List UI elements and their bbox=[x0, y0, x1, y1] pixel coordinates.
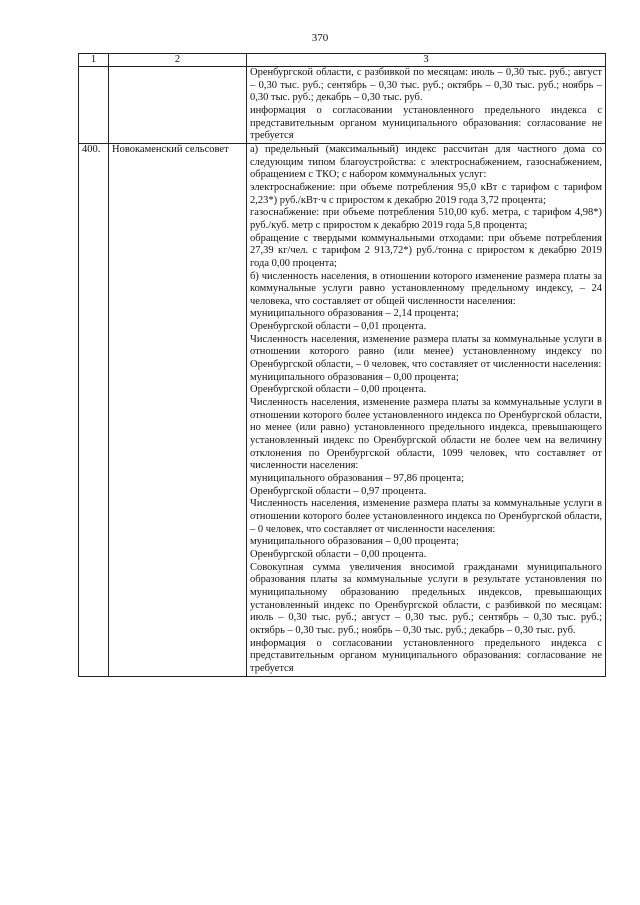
paragraph: Оренбургской области, с разбивкой по месяцам: июль – 0,30 тыс. руб.; август – 0,30 тыс. руб.; сентябрь – 0,30 тыс. руб.; октябрь – 0,30 тыс. руб.; ноябрь – 0,30 тыс. руб.; декабрь – 0,30 тыс. руб. bbox=[250, 67, 602, 104]
paragraph: муниципального образования – 0,00 процента; bbox=[250, 536, 459, 548]
paragraph: информация о согласовании установленного предельного индекса с представительным органом муниципального образования: согласование не требуется bbox=[250, 104, 602, 142]
row-description bbox=[247, 143, 606, 676]
paragraph: муниципального образования – 2,14 процента; bbox=[250, 308, 459, 320]
paragraph: Оренбургской области – 0,00 процента. bbox=[250, 548, 427, 560]
paragraph: а) предельный (максимальный) индекс рассчитан для частного дома со следующим типом благоустройства: с электроснабжением, газоснабжением, обращением с ТКО; с набором коммунальных услуг: bbox=[250, 143, 602, 181]
row-description bbox=[247, 67, 606, 144]
paragraph: Оренбургской области – 0,97 процента. bbox=[250, 485, 427, 497]
document-table bbox=[78, 53, 606, 677]
header-col-3: 3 bbox=[247, 54, 606, 67]
page-number: 370 bbox=[311, 32, 329, 44]
row-number bbox=[79, 67, 109, 144]
header-col-1: 1 bbox=[79, 54, 109, 67]
paragraph: газоснабжение: при объеме потребления 510,00 куб. метра, с тарифом 4,98*) руб./куб. метр с приростом к декабрю 2019 года 5,8 процента; bbox=[250, 207, 602, 231]
row-name: Новокаменский сельсовет bbox=[109, 143, 247, 676]
table-header-row bbox=[79, 54, 606, 67]
paragraph: Численность населения, изменение размера платы за коммунальные услуги в отношении которого равно (или менее) установленному индексу по Оренбургской области, – 0 человек, что составляет от численности населения: bbox=[250, 333, 602, 371]
paragraph: электроснабжение: при объеме потребления 95,0 кВт с тарифом с тарифом 2,23*) руб./кВт·ч с приростом к декабрю 2019 года 3,72 процента; bbox=[250, 181, 602, 206]
row-name bbox=[109, 67, 247, 144]
header-col-2: 2 bbox=[109, 54, 247, 67]
paragraph: муниципального образования – 97,86 процента; bbox=[250, 473, 465, 484]
paragraph: Численность населения, изменение размера платы за коммунальные услуги в отношении которого более установленного индекса по Оренбургской области, – 0 человек, что составляет от численности населения: bbox=[250, 498, 602, 535]
paragraph: Численность населения, изменение размера платы за коммунальные услуги в отношении которого более установленного индекса по Оренбургской области, но менее (или равно) установленного предельного индекса, превышающего установленный индекс по Оренбургской области не более чем на величину отклонения по Оренбургской области, 1099 человек, что составляет от численности населения: bbox=[250, 397, 602, 472]
row-number: 400. bbox=[79, 143, 109, 676]
paragraph: информация о согласовании установленного предельного индекса с представительным органом муниципального образования: согласование не требуется bbox=[250, 637, 602, 674]
paragraph: Оренбургской области – 0,01 процента. bbox=[250, 321, 427, 333]
table-row bbox=[79, 67, 606, 144]
paragraph: обращение с твердыми коммунальными отходами: при объеме потребления 27,39 кг/чел. с тарифом 2 913,72*) руб./тонна с приростом к декабрю 2019 года 0,00 процента; bbox=[250, 232, 602, 269]
paragraph: муниципального образования – 0,00 процента; bbox=[250, 371, 459, 383]
table-row bbox=[79, 143, 606, 676]
paragraph: Совокупная сумма увеличения вносимой гражданами муниципального образования платы за коммунальные услуги в результате установления по муниципальному образованию предельных индексов, превышающих установленный индекс по Оренбургской области, с разбивкой по месяцам: июль – 0,30 тыс. руб.; август – 0,30 тыс. руб.; сентябрь – 0,30 тыс. руб.; октябрь – 0,30 тыс. руб.; ноябрь – 0,30 тыс. руб.; декабрь – 0,30 тыс. руб. bbox=[250, 561, 602, 636]
paragraph: Оренбургской области – 0,00 процента. bbox=[250, 384, 427, 396]
paragraph: б) численность населения, в отношении которого изменение размера платы за коммунальные услуги равно установленному предельному индексу, – 24 человека, что составляет от общей численности населения: bbox=[250, 270, 602, 307]
